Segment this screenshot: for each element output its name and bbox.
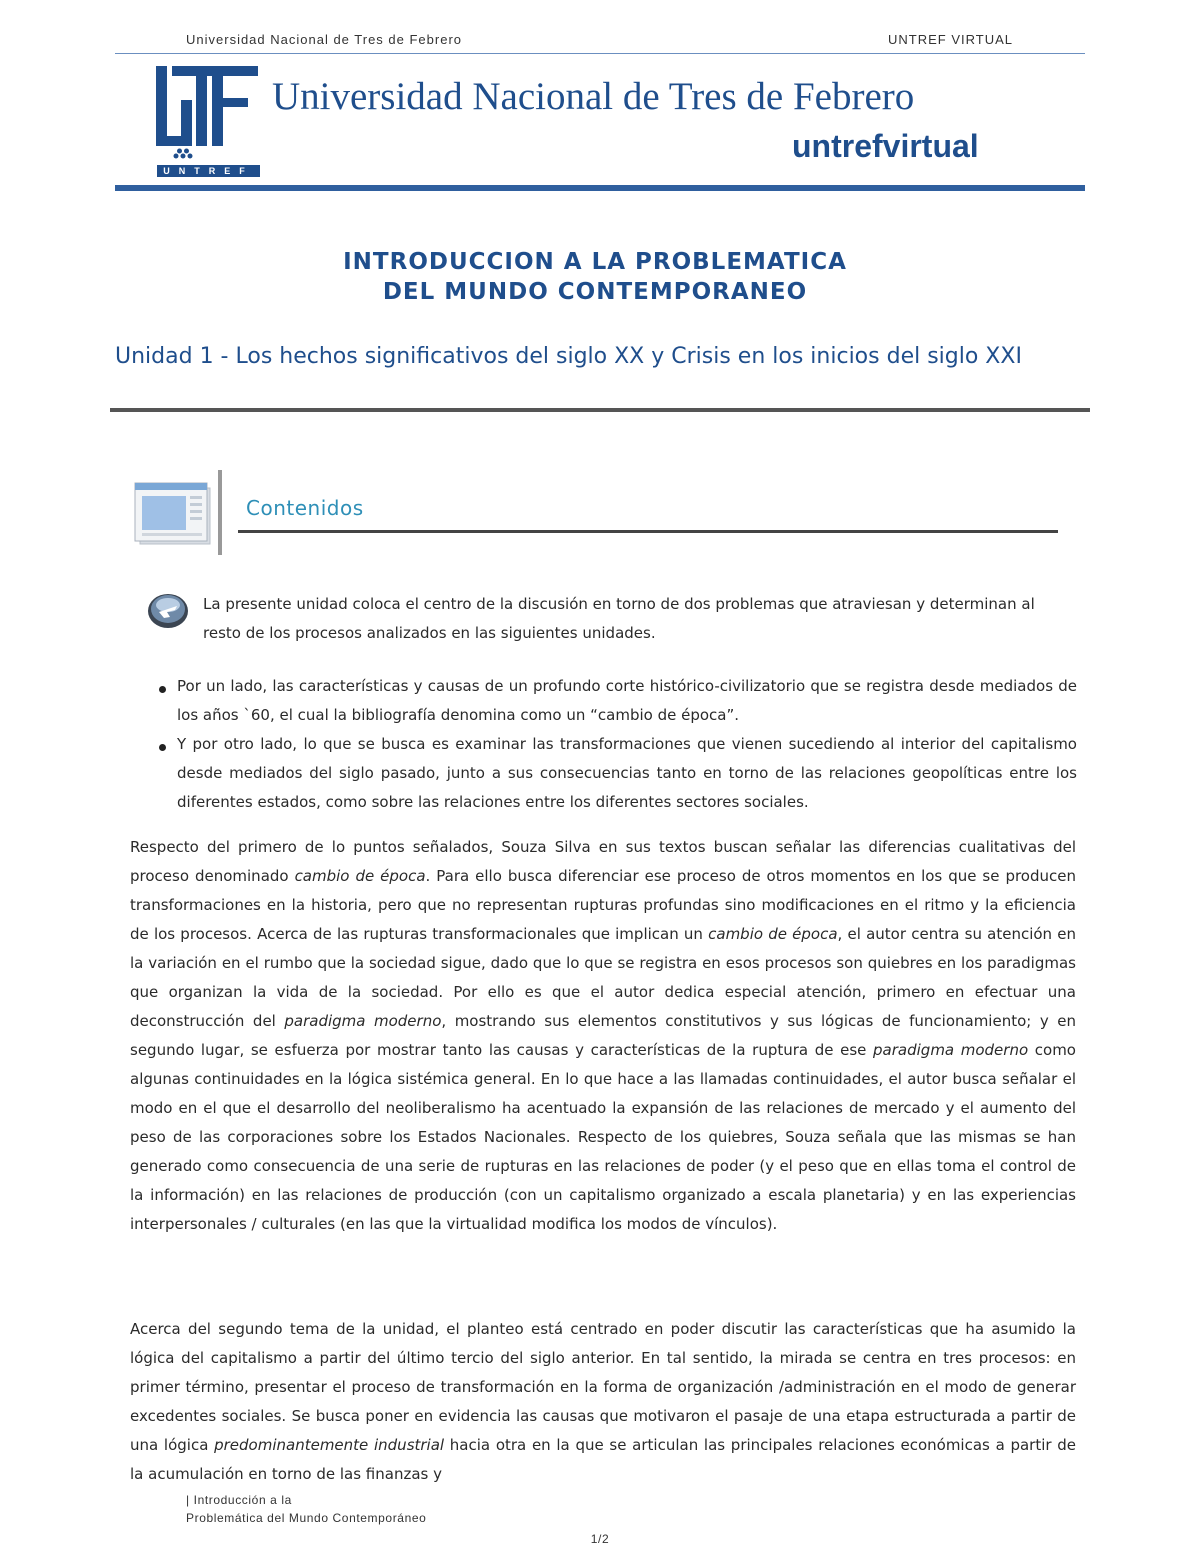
paragraph-2 xyxy=(130,1315,1076,1489)
university-name: Universidad Nacional de Tres de Febrero xyxy=(272,75,915,118)
p1-text: Respecto del primero de lo puntos señalados, Souza Silva en sus textos buscan señalar las diferencias cualitativas del proceso denominado xyxy=(130,838,1076,885)
p1-emphasis: cambio de época xyxy=(294,867,426,885)
bullet-item-1: Por un lado, las características y causas de un profundo corte histórico-civilizatorio que se registra desde mediados de los años `60, el cual la bibliografía denomina como un “cambio de época”. xyxy=(177,677,1077,724)
section-title: Contenidos xyxy=(246,496,364,520)
unit-divider xyxy=(110,408,1090,412)
logo-tag: UNTREF xyxy=(157,165,260,177)
footer-line-2: Problemática del Mundo Contemporáneo xyxy=(186,1511,427,1525)
p1-text: . Para ello busca diferenciar ese proceso de otros momentos en los que se producen transformaciones en la historia, pero que no representan rupturas profundas sino modificaciones en el ritmo y la eficiencia de los procesos. Acerca de las rupturas transformacionales que implican un xyxy=(130,867,1076,943)
untref-badge-icon xyxy=(146,590,190,630)
intro-text xyxy=(203,590,1073,648)
p1-text: como algunas continuidades en la lógica sistémica general. En lo que hace a las llamadas continuidades, el autor busca señalar el modo en el que el desarrollo del neoliberalismo ha acentuado la expansión de las relaciones de mercado y el aumento del peso de las corporaciones sobre los Estados Nacionales. Respecto de los quiebres, Souza señala que las mismas se han generado como consecuencia de una serie de rupturas en las relaciones de poder (y el peso que en ellas toma el control de la información) en las relaciones de producción (con un capitalismo organizado a escala planetaria) y en las experiencias interpersonales / culturales (en las que la virtualidad modifica los modos de vínculos). xyxy=(130,1041,1076,1233)
p1-emphasis: cambio de época xyxy=(708,925,838,943)
document-window-icon xyxy=(132,478,212,548)
header-divider xyxy=(115,53,1085,54)
running-header-right: UNTREF VIRTUAL xyxy=(888,32,1013,47)
untref-logo xyxy=(150,60,265,170)
footer-line-1: | Introducción a la xyxy=(186,1493,292,1507)
p2-text: hacia otra en la que se articulan las principales relaciones económicas a partir de la acumulación en torno de las finanzas y xyxy=(130,1436,1077,1483)
paragraph-1 xyxy=(130,833,1076,1239)
p1-emphasis: paradigma moderno xyxy=(284,1012,442,1030)
course-title-line2: DEL MUNDO CONTEMPORANEO xyxy=(382,279,808,305)
p2-emphasis: predominantemente industrial xyxy=(214,1436,445,1454)
bullet-marker xyxy=(159,744,166,751)
intro-text-content: La presente unidad coloca el centro de la discusión en torno de dos problemas que atraviesan y determinan al resto de los procesos analizados en las siguientes unidades. xyxy=(203,595,1035,642)
page-number: 1/2 xyxy=(590,1532,610,1546)
virtual-brand: untrefvirtual xyxy=(792,128,979,164)
course-title-line1: INTRODUCCION A LA PROBLEMATICA xyxy=(343,249,847,275)
section-divider xyxy=(238,530,1058,533)
banner-divider xyxy=(115,185,1085,191)
p1-emphasis: paradigma moderno xyxy=(873,1041,1029,1059)
course-title xyxy=(0,247,1190,307)
bullet-marker xyxy=(159,686,166,693)
p2-text: Acerca del segundo tema de la unidad, el planteo está centrado en poder discutir las características que ha asumido la lógica del capitalismo a partir del último tercio del siglo anterior. En tal sentido, la mirada se centra en tres procesos: en primer término, presentar el proceso de transformación en la forma de organización /administración en el modo de generar excedentes sociales. Se busca poner en evidencia las causas que motivaron el pasaje de una etapa estructurada a partir de una lógica xyxy=(130,1320,1076,1454)
running-header-left: Universidad Nacional de Tres de Febrero xyxy=(186,32,463,47)
p1-text: , mostrando sus elementos constitutivos y sus lógicas de funcionamiento; y en segundo lugar, se esfuerza por mostrar tanto las causas y características de la ruptura de ese xyxy=(130,1012,1076,1059)
unit-title: Unidad 1 - Los hechos significativos del siglo XX y Crisis en los inicios del siglo XXI xyxy=(115,344,1022,369)
section-accent-bar xyxy=(218,470,222,555)
p1-text: , el autor centra su atención en la variación en el rumbo que la sociedad sigue, dado que lo que se registra en esos procesos son quiebres en los paradigmas que organizan la vida de la sociedad. Por ello es que el autor dedica especial atención, primero en efectuar una deconstrucción del xyxy=(130,925,1076,1030)
bullet-item-2: Y por otro lado, lo que se busca es examinar las transformaciones que vienen sucediendo al interior del capitalismo desde mediados del siglo pasado, junto a sus consecuencias tanto en torno de las relaciones geopolíticas entre los diferentes estados, como sobre las relaciones entre los diferentes sectores sociales. xyxy=(177,735,1077,811)
